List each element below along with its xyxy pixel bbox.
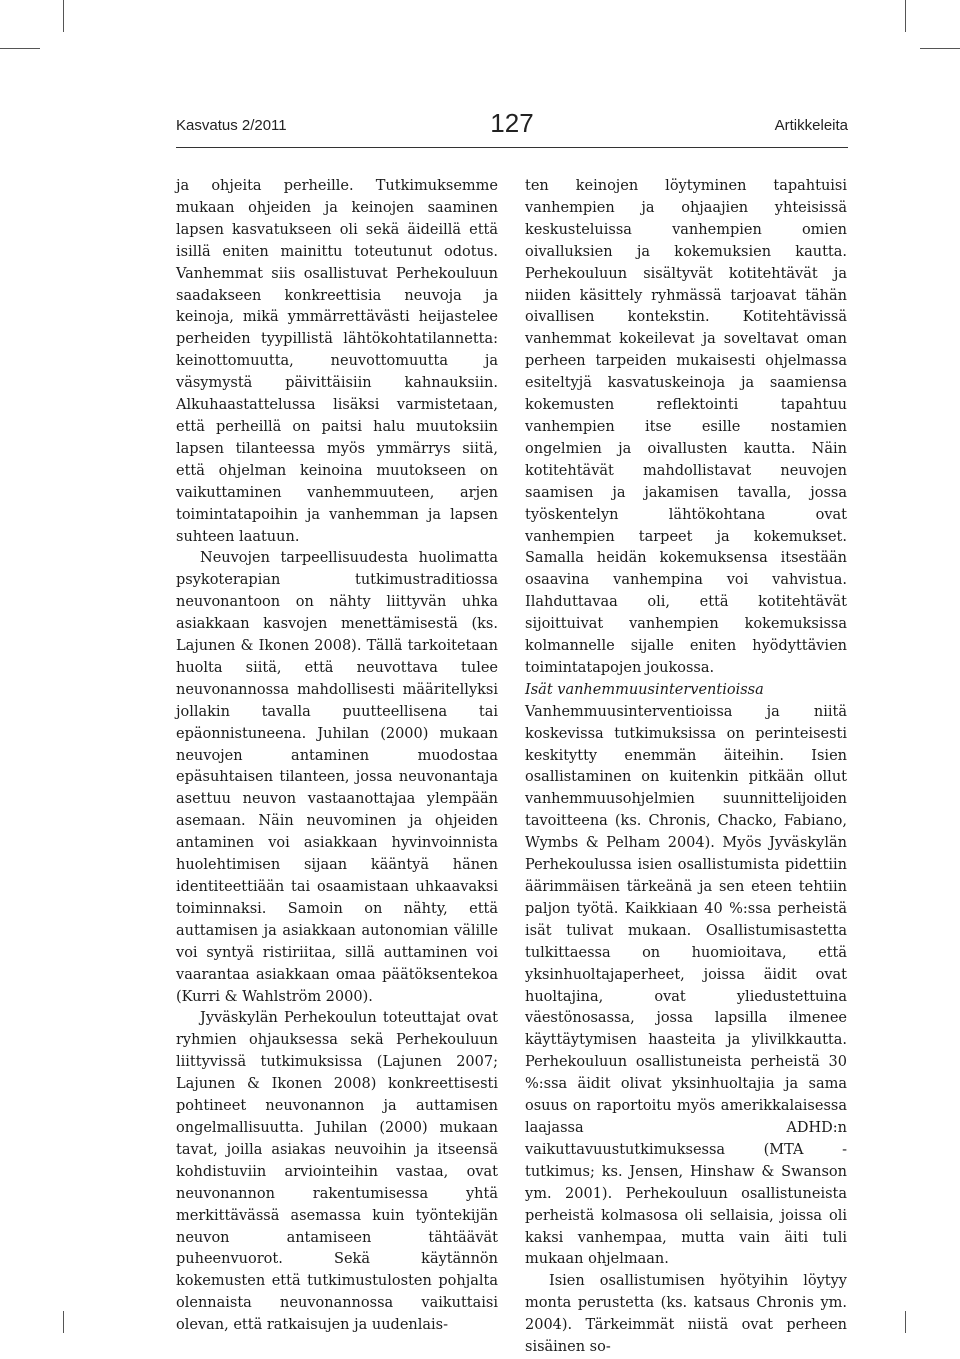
paragraph: Jyväskylän Perhekoulun toteuttajat ovat ryhmien ohjauksessa sekä Perhekouluun liittyvissä tutkimuksissa (Lajunen 2007; Lajunen & Ikonen 2008) konkreettisesti pohtineet neuvonannon ja auttamisen ongelmallisuutta. Juhilan (2000) mukaan tavat, joilla asiakas neuvoihin ja itseensä kohdistuviin arviointeihin vastaa, ovat neuvonannon rakentumisessa yhtä merkittävässä asemassa kuin työntekijän neuvon antamiseen tähtäävät puheenvuorot. Sekä käytännön kokemusten että tutkimustulosten pohjalta olennaista neuvonannossa vaikuttaisi olevan, että ratkaisujen ja uudenlais- — [176, 1010, 498, 1334]
left-column — [176, 176, 498, 1337]
header-rule — [176, 147, 848, 148]
crop-mark-top-right-horizontal — [920, 48, 960, 49]
journal-issue: Kasvatus 2/2011 — [176, 117, 287, 134]
paragraph: ja ohjeita perheille. Tutkimuksemme mukaan ohjeiden ja keinojen saaminen lapsen kasvatukseen oli sekä äideillä että isillä eniten mainittu toteutunut odotus. Vanhemmat siis osallistuvat Perhekouluun saadakseen konkreettisia neuvoja ja keinoja, mikä ymmärrettävästi heijastelee perheiden tyypillistä lähtökohtatilannetta: keinottomuutta, neuvottomuutta ja väsymystä päivittäisiin kahnauksiin. Alkuhaastattelussa lisäksi varmistetaan, että perheillä on paitsi halu muutoksiin lapsen tilanteessa myös ymmärrys siitä, että ohjelman keinoina muutokseen on vaikuttaminen vanhemmuuteen, arjen toimintatapoihin ja vanhemman ja lapsen suhteen laatuun. — [176, 178, 498, 545]
paragraph: Vanhemmuusinterventioissa ja niitä koskevissa tutkimuksissa on perinteisesti keskitytty enemmän äiteihin. Isien osallistaminen on kuitenkin pitkään ollut vanhemmuusohjelmien suunnittelijoiden tavoitteena (ks. Chronis, Chacko, Fabiano, Wymbs & Pelham 2004). Myös Jyväskylän Perhekoulussa isien osallistumista pidettiin äärimmäisen tärkeänä ja sen eteen tehtiin paljon työtä. Kaikkiaan 40 %:ssa perheistä isät tulivat mukaan. Osallistumisastetta tulkittaessa on huomioitava, että yksinhuoltajaperheet, joissa äidit ovat huoltajina, ovat yliedustettuina väestönosassa, jossa lapsilla ilmenee käyttäytymisen haasteita ja ylivilkkautta. Perhekouluun osallistuneista perheistä 30 %:ssa äidit olivat yksinhuoltajia ja sama osuus on raportoitu myös amerikkalaisessa laajassa ADHD:n vaikuttavuustutkimuksessa (MTA -tutkimus; ks. Jensen, Hinshaw & Swanson ym. 2001). Perhekouluun osallistuneista perheistä kolmasosa oli sellaisia, joissa oli kaksi vanhempaa, mutta vain äiti tuli mukaan ohjelmaan. — [525, 703, 847, 1268]
crop-mark-bottom-right — [905, 1311, 906, 1333]
paragraph: Neuvojen tarpeellisuudesta huolimatta psykoterapian tutkimustraditiossa neuvonantoon on nähty liittyvän uhka asiakkaan kasvojen menettämisestä (ks. Lajunen & Ikonen 2008). Tällä tarkoitetaan huolta siitä, että neuvottava tulee neuvonannossa mahdollisesti määritellyksi jollakin tavalla puutteellisena tai epäonnistuneena. Juhilan (2000) mukaan neuvojen antaminen muodostaa epäsuhtaisen tilanteen, jossa neuvonantaja asettuu neuvon vastaanottajaa ylempään asemaan. Näin neuvominen ja ohjeiden antaminen voi asiakkaan hyvinvoinnista huolehtimisen sijaan kääntyä hänen identiteettiään tai osaamistaan uhkaavaksi toiminnaksi. Samoin on nähty, että auttamisen ja asiakkaan autonomian välille voi syntyä ristiriitaa, sillä auttaminen voi vaarantaa asiakkaan omaa päätöksentekoa (Kurri & Wahlström 2000). — [176, 550, 498, 1005]
crop-mark-top-right — [905, 0, 906, 32]
paragraph: ten keinojen löytyminen tapahtuisi vanhempien ja ohjaajien yhteisissä keskusteluissa vanhempien omien oivalluksien ja kokemuksien kautta. Perhekouluun sisältyvät kotitehtävät ja niiden käsittely ryhmässä tarjoavat tähän oivallisen kontekstin. Kotitehtävissä vanhemmat kokeilevat ja soveltavat oman perheen tarpeiden mukaisesti ohjelmassa esiteltyjä kasvatuskeinoja ja saamiensa kokemusten reflektointi tapahtuu vanhempien itse esille nostamien ongelmien ja oivallusten kautta. Näin kotitehtävät mahdollistavat neuvojen saamisen ja jakamisen tavalla, jossa työskentelyn lähtökohtana ovat vanhempien tarpeet ja kokemukset. Samalla heidän kokemuksensa itsestään osaavina vanhempina voi vahvistua. Ilahduttavaa oli, että kotitehtävät sijoittuivat vanhempien kokemuksissa kolmannelle sijalle eniten hyödyttävien toimintatapojen joukossa. — [525, 178, 847, 676]
crop-mark-top-left-horizontal — [0, 48, 40, 49]
running-header — [176, 104, 848, 148]
right-column — [525, 176, 847, 1359]
crop-mark-top-left — [63, 0, 64, 32]
paragraph: Isien osallistumisen hyötyihin löytyy monta perustetta (ks. katsaus Chronis ym. 2004). Tärkeimmät niistä ovat perheen sisäinen so- — [525, 1273, 847, 1356]
crop-mark-bottom-left — [63, 1311, 64, 1333]
page-number: 127 — [490, 108, 534, 138]
section-name: Artikkeleita — [774, 117, 848, 134]
section-subheading: Isät vanhemmuusinterventioissa — [525, 681, 764, 698]
